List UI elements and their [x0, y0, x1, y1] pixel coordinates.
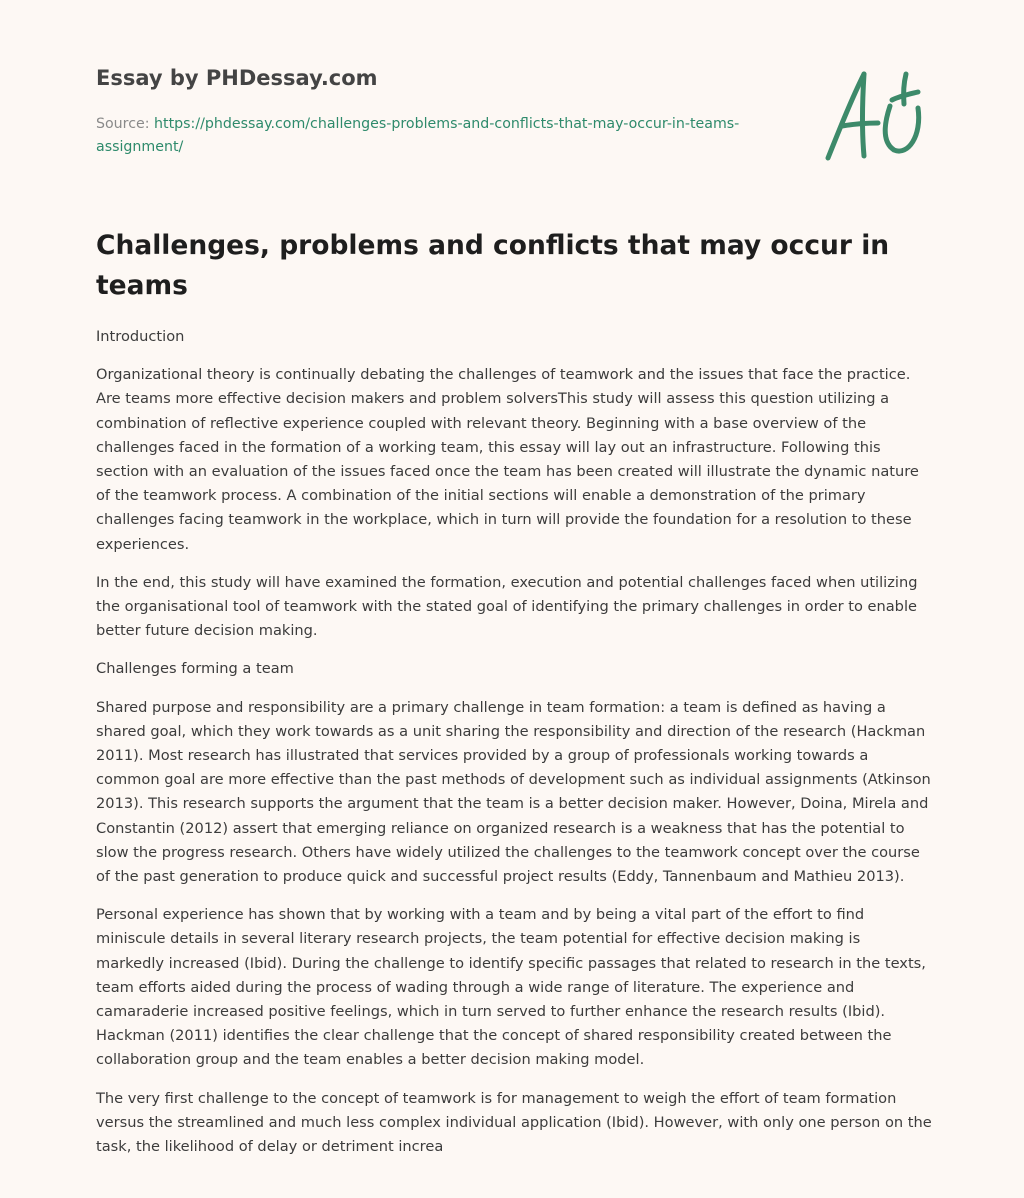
section-heading: Challenges forming a team — [96, 660, 294, 678]
source-line — [96, 113, 756, 159]
paragraph: The very first challenge to the concept of teamwork is for management to weigh the effort of team formation versus the streamlined and much less complex individual application (Ibid). However, with only one person on the task, the likelihood of delay or detriment increa — [96, 1089, 932, 1156]
paragraph: Shared purpose and responsibility are a primary challenge in team formation: a team is defined as having a shared goal, which they work towards as a unit sharing the responsibility and direction of the research (Hackman 2011). Most research has illustrated that services provided by a group of professionals working towards a common goal are more effective than the past methods of development such as individual assignments (Atkinson 2013). This research supports the argument that the team is a better decision maker. However, Doina, Mirela and Constantin (2012) assert that emerging reliance on organized research is a weakness that has the potential to slow the progress research. Others have widely utilized the challenges to the teamwork concept over the course of the past generation to produce quick and successful project results (Eddy, Tannenbaum and Mathieu 2013). — [96, 698, 931, 886]
essay-body — [96, 325, 932, 1173]
site-brand: Essay by PHDessay.com — [96, 66, 378, 90]
paragraph: In the end, this study will have examined the formation, execution and potential challenges faced when utilizing the organisational tool of teamwork with the stated goal of identifying the primary challenges in order to enable better future decision making. — [96, 573, 918, 640]
source-label: Source: — [96, 116, 150, 132]
section-heading: Introduction — [96, 328, 185, 345]
paragraph: Personal experience has shown that by working with a team and by being a vital part of the effort to find miniscule details in several literary research projects, the team potential for effective decision making is markedly increased (Ibid). During the challenge to identify specific passages that related to research in the texts, team efforts aided during the process of wading through a wide range of literature. The experience and camaraderie increased positive feelings, which in turn served to further enhance the research results (Ibid). Hackman (2011) identifies the clear challenge that the concept of shared responsibility created between the collaboration group and the team enables a better decision making model. — [96, 906, 926, 1069]
source-link[interactable]: https://phdessay.com/challenges-problems-and-conflicts-that-may-occur-in-teams-assignment/ — [96, 116, 740, 155]
a-plus-logo-icon — [818, 66, 934, 166]
paragraph: Organizational theory is continually debating the challenges of teamwork and the issues that face the practice. Are teams more effective decision makers and problem solversThis study will assess this question utilizing a combination of reflective experience coupled with relevant theory. Beginning with a base overview of the challenges faced in the formation of a working team, this essay will lay out an infrastructure. Following this section with an evaluation of the issues faced once the team has been created will illustrate the dynamic nature of the teamwork process. A combination of the initial sections will enable a demonstration of the primary challenges facing teamwork in the workplace, which in turn will provide the foundation for a resolution to these experiences. — [96, 366, 919, 553]
essay-title: Challenges, problems and conflicts that may occur in teams — [96, 230, 890, 301]
